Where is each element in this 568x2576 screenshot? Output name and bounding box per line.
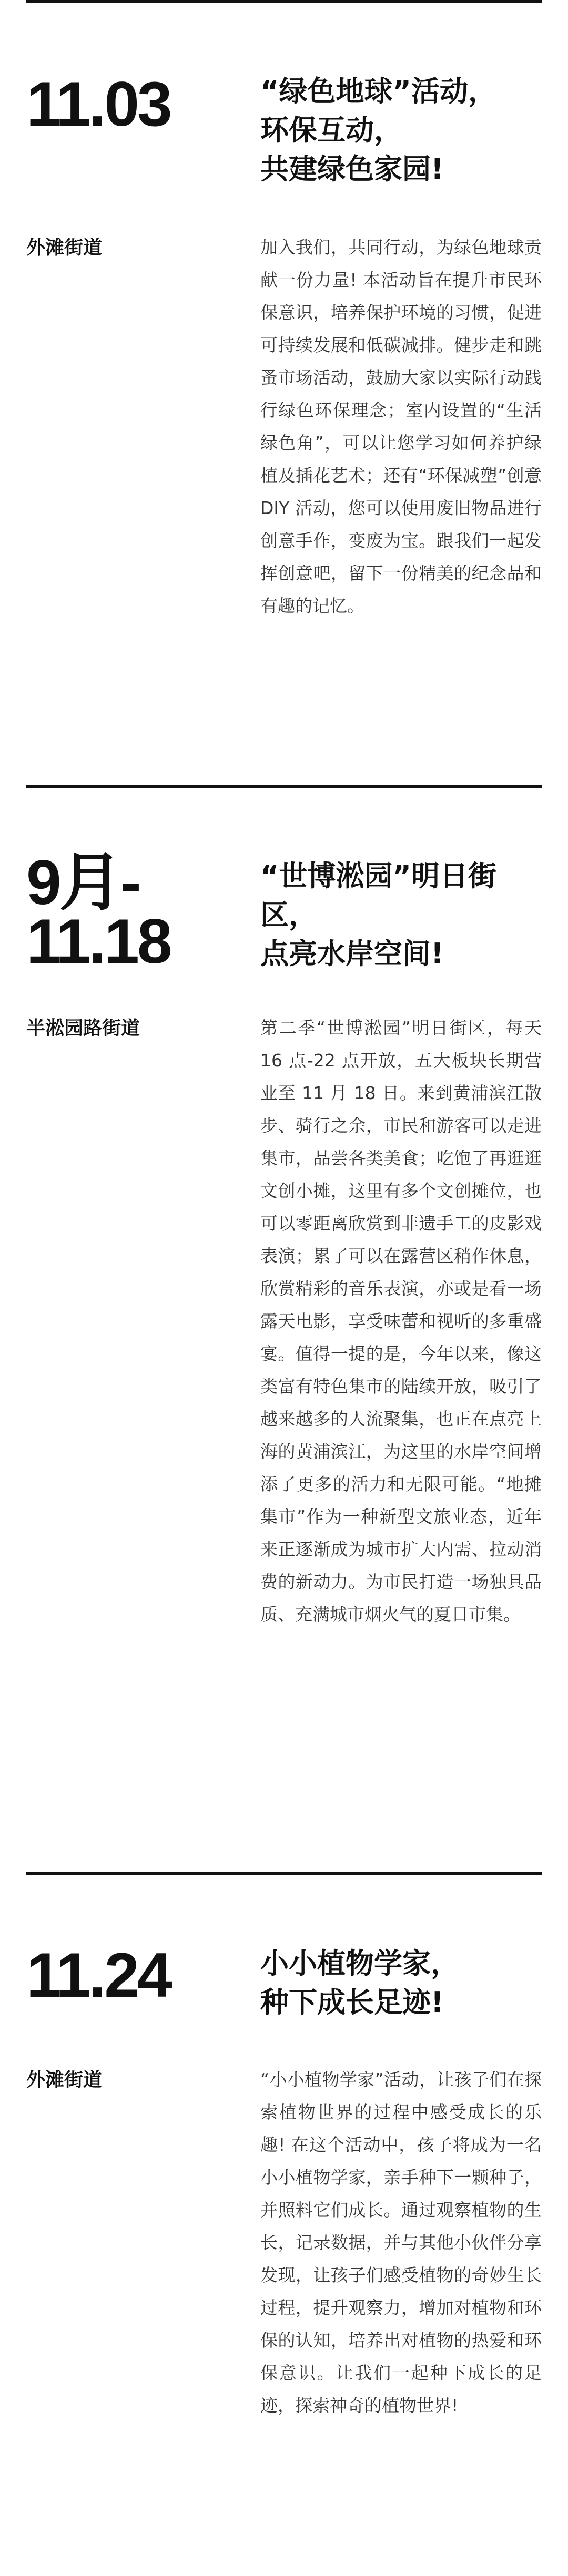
event-card — [26, 785, 542, 1878]
event-card — [26, 1872, 542, 2556]
event-location: 外滩街道 — [26, 237, 103, 259]
event-description: “小小植物学家”活动，让孩子们在探索植物世界的过程中感受成长的乐趣! 在这个活动中，孩子将成为一名小小植物学家，亲手种下一颗种子，并照料它们成长。通过观察植物的生长，记录数据，并与其他小伙伴分享发现，让孩子们感受植物的奇妙生长过程，提升观察力，增加对植物和环保的认知，培养出对植物的热爱和环保意识。让我们一起种下成长的足迹，探索神奇的植物世界! — [260, 2069, 542, 2416]
event-title: 小小植物学家， 种下成长足迹! — [260, 1947, 459, 2019]
event-title: “绿色地球”活动， 环保互动， 共建绿色家园! — [260, 75, 496, 186]
event-title: “世博淞园”明日街区， 点亮水岸空间! — [260, 859, 496, 970]
event-card — [26, 0, 542, 788]
event-date: 9月- 11.18 — [26, 847, 170, 977]
event-location: 半淞园路街道 — [26, 1018, 140, 1039]
event-description: 第二季“世博淞园”明日街区，每天 16 点-22 点开放，五大板块长期营业至 11 月 18 日。来到黄浦滨江散步、骑行之余，市民和游客可以走进集市，品尝各类美食；吃饱了再逛逛文创小摊，这里有多个文创摊位，也可以零距离欣赏到非遗手工的皮影戏表演；累了可以在露营区稍作休息，欣赏精彩的音乐表演，亦或是看一场露天电影，享受味蕾和视听的多重盛宴。值得一提的是，今年以来，像这类富有特色集市的陆续开放，吸引了越来越多的人流聚集，也正在点亮上海的黄浦滨江，为这里的水岸空间增添了更多的活力和无限可能。“地摊集市”作为一种新型文旅业态，近年来正逐渐成为城市扩大内需、拉动消费的新动力。为市民打造一场独具品质、充满城市烟火气的夏日市集。 — [260, 1018, 542, 1625]
event-location: 外滩街道 — [26, 2069, 103, 2091]
section-divider — [26, 0, 542, 3]
section-divider — [26, 1872, 542, 1875]
section-divider — [26, 785, 542, 788]
event-description: 加入我们，共同行动，为绿色地球贡献一份力量! 本活动旨在提升市民环保意识，培养保护环境的习惯，促进可持续发展和低碳减排。健步走和跳蚤市场活动，鼓励大家以实际行动践行绿色环保理念；室内设置的“生活绿色角”，可以让您学习如何养护绿植及插花艺术；还有“环保减塑”创意 DIY 活动，您可以使用废旧物品进行创意手作，变废为宝。跟我们一起发挥创意吧，留下一份精美的纪念品和有趣的记忆。 — [260, 237, 542, 616]
event-date: 11.03 — [26, 69, 170, 139]
event-date: 11.24 — [26, 1940, 170, 2010]
